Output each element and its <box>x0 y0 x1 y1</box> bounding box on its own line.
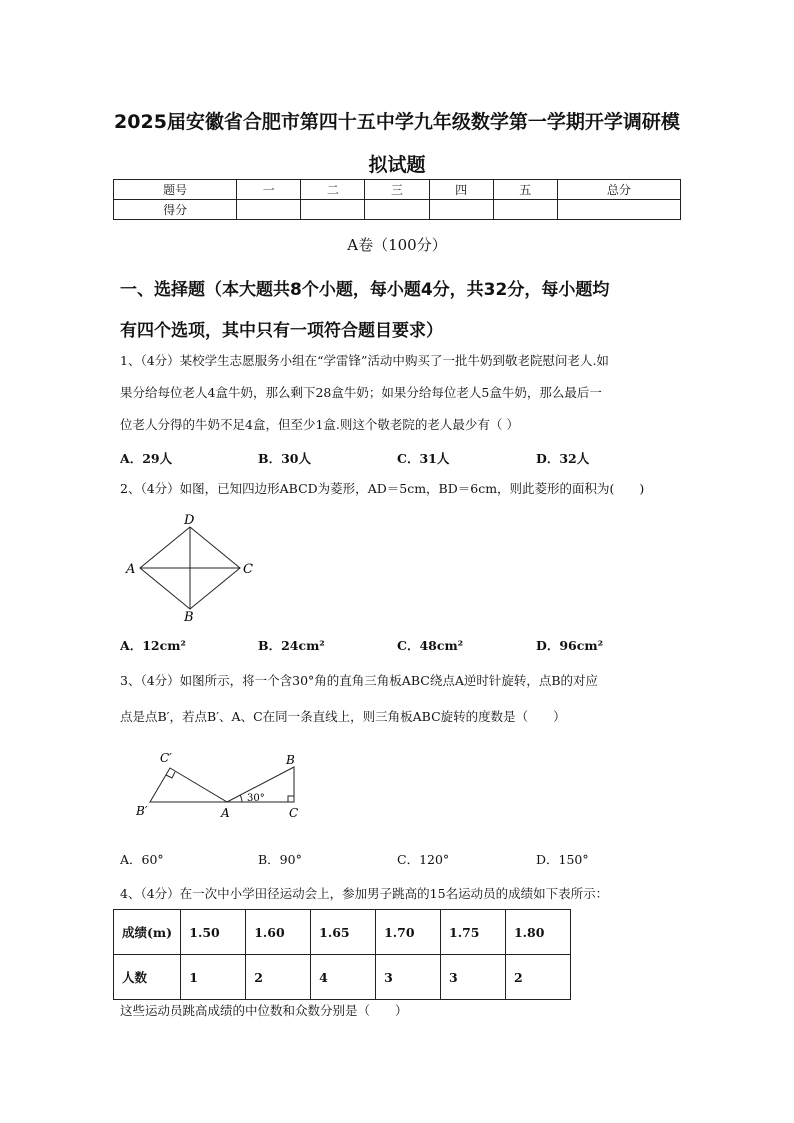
document-title-line1: 2025届安徽省合肥市第四十五中学九年级数学第一学期开学调研模 <box>114 111 680 133</box>
q4-question: 这些运动员跳高成绩的中位数和众数分别是（ ） <box>120 1003 408 1018</box>
q1-option-a: A．29人 <box>120 451 173 466</box>
rotation-figure <box>130 745 310 827</box>
score-cell: 得分 <box>114 200 237 220</box>
table-cell: 成绩(m) <box>114 910 181 955</box>
score-cell: 总分 <box>557 180 680 200</box>
label-angle: 30° <box>247 793 265 804</box>
score-input-cell <box>365 200 429 220</box>
q3-option-a: A．60° <box>120 852 164 867</box>
table-cell: 1.50 <box>181 910 246 955</box>
label-b: B <box>184 610 194 625</box>
q1-line2: 果分给每位老人4盒牛奶，那么剩下28盒牛奶；如果分给每位老人5盒牛奶，那么最后一 <box>120 385 602 400</box>
q3-option-b: B．90° <box>258 852 302 867</box>
table-cell: 1.65 <box>311 910 376 955</box>
label-d: D <box>184 513 195 528</box>
score-cell: 五 <box>493 180 557 200</box>
label-c: C <box>243 562 253 577</box>
high-jump-table <box>113 909 571 1000</box>
score-cell: 一 <box>237 180 301 200</box>
label-b: B <box>286 753 295 767</box>
q1-option-b: B．30人 <box>258 451 311 466</box>
table-cell: 1.70 <box>376 910 441 955</box>
table-row <box>114 955 571 1000</box>
table-cell: 人数 <box>114 955 181 1000</box>
table-cell: 1.80 <box>505 910 570 955</box>
rhombus-figure <box>120 505 270 625</box>
table-cell: 3 <box>376 955 441 1000</box>
label-b-prime: B′ <box>136 804 148 818</box>
q3-option-c: C．120° <box>397 852 450 867</box>
label-c-prime: C′ <box>160 751 172 765</box>
table-cell: 1 <box>181 955 246 1000</box>
score-table <box>113 179 681 220</box>
section-a-heading: A卷（100分） <box>347 236 447 254</box>
q3-option-d: D．150° <box>536 852 589 867</box>
label-a: A <box>126 562 136 577</box>
q2-option-a: A．12cm² <box>120 638 186 653</box>
table-row <box>114 910 571 955</box>
q1-line3: 位老人分得的牛奶不足4盒，但至少1盒.则这个敬老院的老人最少有（ ） <box>120 417 519 432</box>
q1-option-c: C．31人 <box>397 451 450 466</box>
table-cell: 1.75 <box>441 910 506 955</box>
label-a: A <box>221 806 230 820</box>
document-title-line2: 拟试题 <box>368 154 426 176</box>
q1-line1: 1、（4分）某校学生志愿服务小组在“学雷锋”活动中购买了一批牛奶到敬老院慰问老人.如 <box>120 353 609 368</box>
score-table-score-row <box>114 200 681 220</box>
table-cell: 3 <box>441 955 506 1000</box>
q3-line1: 3、（4分）如图所示，将一个含30°角的直角三角板ABC绕点A逆时针旋转，点B的对应 <box>120 673 599 688</box>
q2-text: 2、（4分）如图，已知四边形ABCD为菱形，AD＝5cm，BD＝6cm，则此菱形的面积为( ) <box>120 481 645 496</box>
q4-text: 4、（4分）在一次中小学田径运动会上，参加男子跳高的15名运动员的成绩如下表所示： <box>120 886 609 901</box>
part1-heading-line1: 一、选择题（本大题共8个小题，每小题4分，共32分，每小题均 <box>120 280 610 300</box>
score-cell: 二 <box>301 180 365 200</box>
table-cell: 1.60 <box>246 910 311 955</box>
score-input-cell <box>301 200 365 220</box>
score-cell: 四 <box>429 180 493 200</box>
score-table-header-row <box>114 180 681 200</box>
table-cell: 2 <box>505 955 570 1000</box>
score-cell: 三 <box>365 180 429 200</box>
score-input-cell <box>493 200 557 220</box>
q2-option-c: C．48cm² <box>397 638 464 653</box>
q2-option-b: B．24cm² <box>258 638 325 653</box>
q3-line2: 点是点B′，若点B′、A、C在同一条直线上，则三角板ABC旋转的度数是（ ） <box>120 709 566 724</box>
table-cell: 2 <box>246 955 311 1000</box>
score-input-cell <box>237 200 301 220</box>
table-cell: 4 <box>311 955 376 1000</box>
part1-heading-line2: 有四个选项，其中只有一项符合题目要求） <box>120 321 443 341</box>
q1-option-d: D．32人 <box>536 451 590 466</box>
label-c: C <box>289 806 299 820</box>
q2-option-d: D．96cm² <box>536 638 604 653</box>
score-input-cell <box>429 200 493 220</box>
score-input-cell <box>557 200 680 220</box>
score-cell: 题号 <box>114 180 237 200</box>
